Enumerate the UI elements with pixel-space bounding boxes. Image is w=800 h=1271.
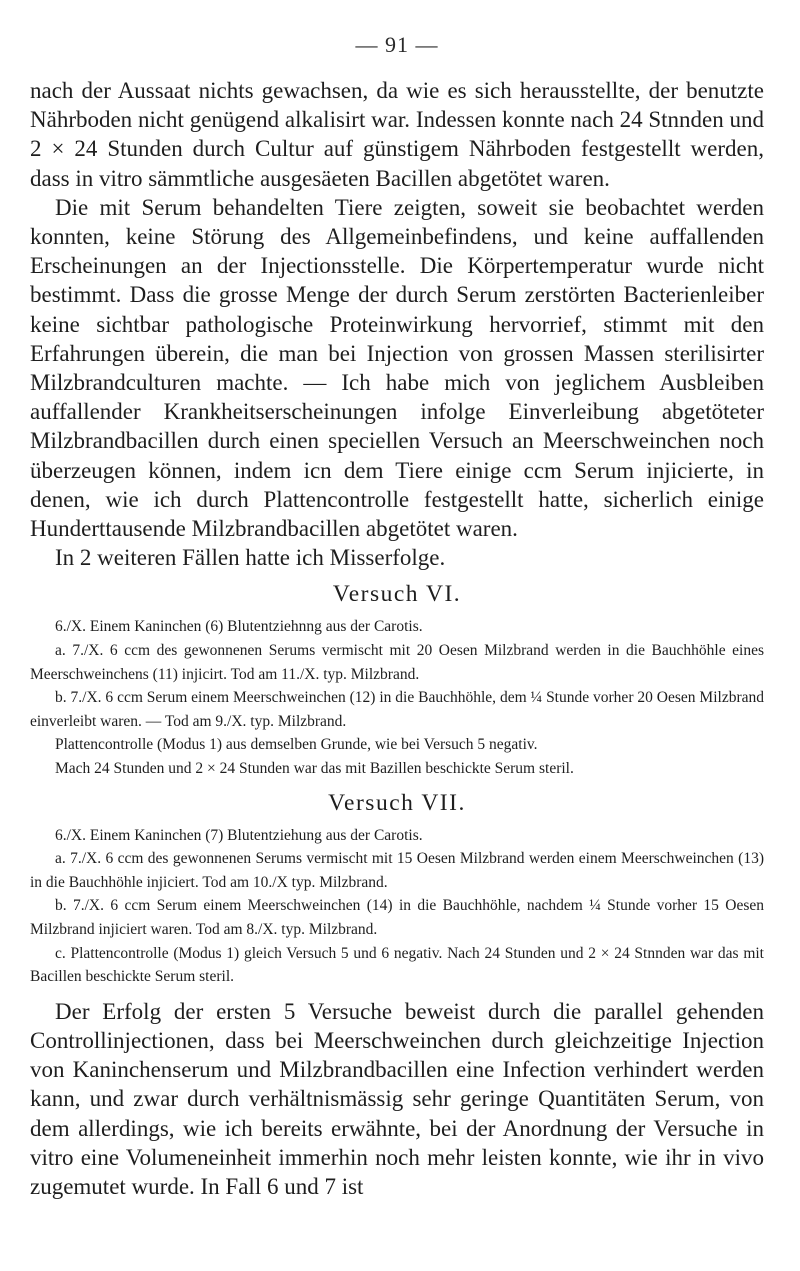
versuch-vi-line: 6./X. Einem Kaninchen (6) Blutentziehnng aus der Carotis.	[55, 618, 423, 636]
heading-versuch-vii: Versuch VII.	[328, 789, 466, 816]
versuch-vii-line: b. 7./X. 6 ccm Serum einem Meerschweinchen (14) in die Bauchhöhle, nachdem ¼ Stunde vorher 15 Oesen Milzbrand injiciert waren. Tod am 8./X. typ. Milzbrand.	[30, 897, 764, 938]
versuch-vii-line: 6./X. Einem Kaninchen (7) Blutentziehung aus der Carotis.	[55, 826, 423, 844]
paragraph-misserfolge: In 2 weiteren Fällen hatte ich Misserfolge.	[55, 545, 446, 571]
page-number: — 91 —	[355, 32, 439, 57]
versuch-vii-line: c. Plattencontrolle (Modus 1) gleich Versuch 5 und 6 negativ. Nach 24 Stunden und 2 × 24 Stnnden war das mit Bacillen beschickte Serum steril.	[30, 944, 764, 986]
versuch-vi-line: Plattencontrolle (Modus 1) aus demselben Grunde, wie bei Versuch 5 negativ.	[55, 736, 538, 754]
heading-versuch-vi: Versuch VI.	[332, 581, 462, 608]
paragraph-erfolg: Der Erfolg der ersten 5 Versuche beweist durch die parallel gehenden Controllinjectionen, dass bei Meerschweinchen durch gleichzeitige Injection von Kaninchenserum und Milzbrandbacillen eine Infection verhindert werden kann, und zwar durch verhältnismässig sehr geringe Quantitäten Serum, von dem allerdings, wie ich bereits erwähnte, bei der Anordnung der Versuche in vitro eine Volumeneinheit immerhin noch mehr leisten konnte, wie ihr in vivo zugemutet wurde. In Fall 6 und 7 ist	[30, 998, 764, 1199]
versuch-vii-line: a. 7./X. 6 ccm des gewonnenen Serums vermischt mit 15 Oesen Milzbrand werden einem Meerschweinchen (13) in die Bauchhöhle injiciert. Tod am 10./X typ. Milzbrand.	[30, 850, 764, 891]
paragraph-aussaat: nach der Aussaat nichts gewachsen, da wie es sich herausstellte, der benutzte Nährboden nicht genügend alkalisirt war. Indessen konnte nach 24 Stnnden und 2 × 24 Stunden durch Cultur auf günstigem Nährboden festgestellt werden, dass in vitro sämmtliche ausgesäeten Bacillen abgetötet waren.	[30, 78, 764, 191]
versuch-vi-line: b. 7./X. 6 ccm Serum einem Meerschweinchen (12) in die Bauchhöhle, dem ¼ Stunde vorher 20 Oesen Milzbrand einverleibt waren. — Tod am 9./X. typ. Milzbrand.	[30, 689, 764, 730]
versuch-vi-line: Mach 24 Stunden und 2 × 24 Stunden war das mit Bazillen beschickte Serum steril.	[55, 760, 574, 778]
versuch-vi-line: a. 7./X. 6 ccm des gewonnenen Serums vermischt mit 20 Oesen Milzbrand werden in die Bauchhöhle eines Meerschweinchens (11) injicirt. Tod am 11./X. typ. Milzbrand.	[30, 642, 764, 683]
paragraph-serum-tiere: Die mit Serum behandelten Tiere zeigten, soweit sie beobachtet werden konnten, keine Störung des Allgemeinbefindens, und keine auffallenden Erscheinungen an der Injectionsstelle. Die Körpertemperatur wurde nicht bestimmt. Dass die grosse Menge der durch Serum zerstörten Bacterienleiber keine sichtbar pathologische Proteinwirkung hervorrief, stimmt mit den Erfahrungen überein, die man bei Injection von grossen Massen sterilisirter Milzbrandculturen machte. — Ich habe mich von jeglichem Ausbleiben auffallender Krankheitserscheinungen infolge Einverleibung abgetöteter Milzbrandbacillen durch einen speciellen Versuch an Meerschweinchen noch überzeugen können, indem icn dem Tiere einige ccm Serum injicierte, in denen, wie ich durch Plattencontrolle festgestellt hatte, sicherlich einige Hunderttausende Milzbrandbacillen abgetötet waren.	[30, 194, 764, 542]
